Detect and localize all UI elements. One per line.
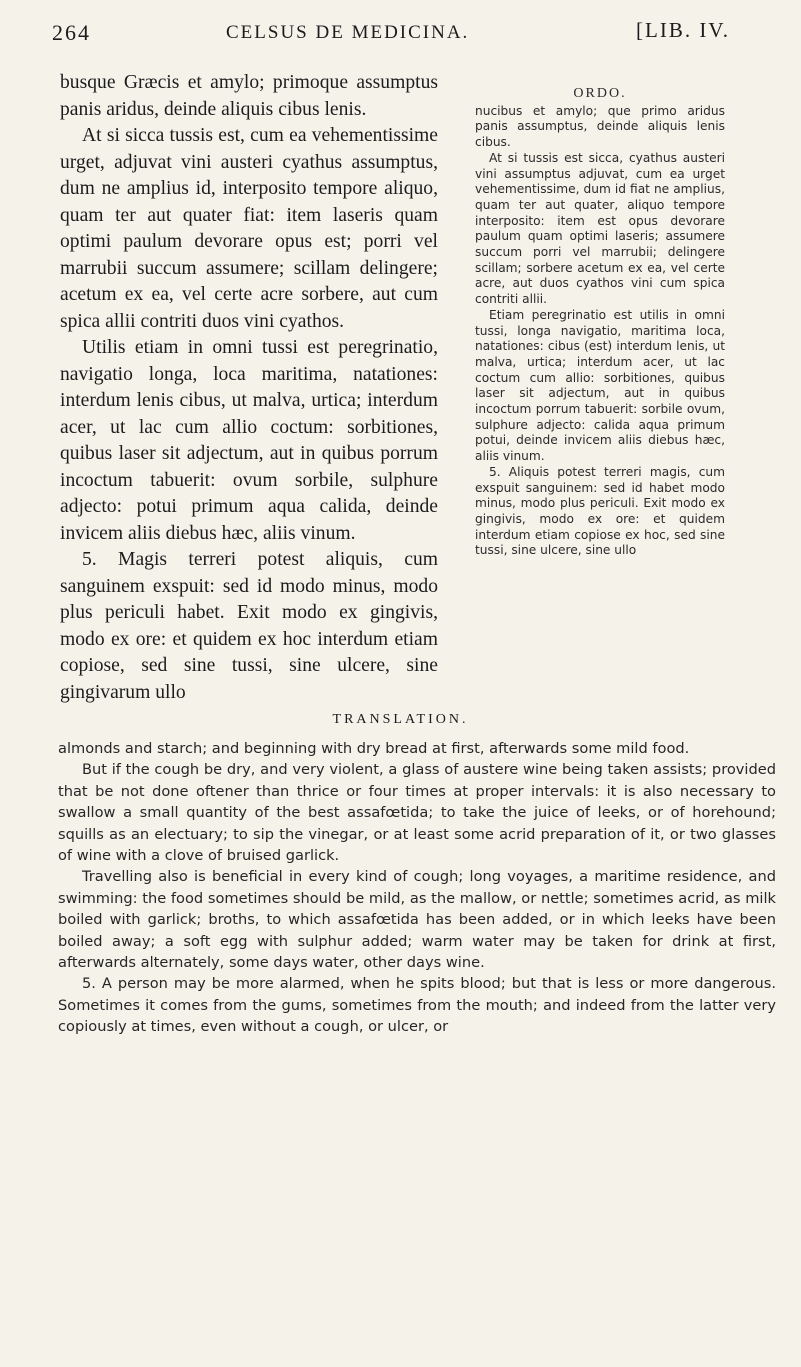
latin-paragraph: busque Græcis et amylo; primoque assumptus panis aridus, deinde aliquis cibus lenis. xyxy=(60,72,438,120)
ordo-column xyxy=(475,86,725,559)
translation-heading: TRANSLATION. xyxy=(332,712,469,727)
ordo-paragraph: Etiam peregrinatio est utilis in omni tussi, longa navigatio, maritima loca, natationes: cibus (est) interdum lenis, ut malva, urtica; interdum acer, ut lac coctum cum allio: sorbitiones, quibus laser sit adjectum, aut in quibus incoctum porrum tabuerit: sorbile ovum, sulphure adjecto: calida aqua primum potui, deinde invicem aliis diebus hæc, aliis vinum. xyxy=(475,307,725,464)
translation-text xyxy=(58,738,776,1038)
ordo-heading: ORDO. xyxy=(573,86,627,101)
translation-paragraph: But if the cough be dry, and very violent, a glass of austere wine being taken assists; provided that be not done oftener than thrice or four times at proper intervals: it is also necessary to swallow a small quantity of the best assafœtida; to take the juice of leeks, or of horehound; squills as an electuary; to sip the vinegar, or at least some acrid preparation of it, or two glasses of wine with a clove of bruised garlick. xyxy=(58,761,776,865)
latin-paragraph: 5. Magis terreri potest aliquis, cum sanguinem exspuit: sed id modo minus, modo plus periculi habet. Exit modo ex gingivis, modo ex ore: et quidem ex hoc interdum etiam copiose, sed sine tussi, sine ulcere, sine gingivarum ullo xyxy=(60,549,438,703)
ordo-paragraph: At si tussis est sicca, cyathus austeri vini assumptus adjuvat, cum ea urget vehementissime, dum id fiat ne amplius, quam ter aut quater, aliquo tempore interposito: item est opus devorare paulum quam optimi laseris; assumere succum porri vel marrubii; delingere scillam; sorbere acetum ex ea, vel certe acre, aut duos cyathos vini cum spica contriti allii. xyxy=(475,150,725,307)
book-section: [LIB. IV. xyxy=(636,18,731,42)
latin-paragraph: Utilis etiam in omni tussi est peregrinatio, navigatio longa, loca maritima, natationes: interdum lenis cibus, ut malva, urtica; interdum acer, ut lac cum allio coctum: sorbitiones, quibus laser sit adjectum, aut in quibus porrum incoctum tabuerit: ovum sorbile, sulphure adjecto: potui primum aqua calida, deinde invicem aliis diebus hæc, aliis vinum. xyxy=(60,337,438,544)
latin-paragraph: At si sicca tussis est, cum ea vehementissime urget, adjuvat vini austeri cyathus assumptus, dum ne amplius id, interposito tempore aliquo, quam ter aut quater fiat: item laseris quam optimi paulum devorare opus est; porri vel marrubii succum assumere; scillam delingere; acetum ex ea, vel certe acre sorbere, aut cum spica allii contriti duos vini cyathos. xyxy=(60,125,438,332)
ordo-paragraph: nucibus et amylo; que primo aridus panis assumptus, deinde aliquis lenis cibus. xyxy=(475,103,725,150)
page-number: 264 xyxy=(52,20,91,45)
running-title: CELSUS DE MEDICINA. xyxy=(226,22,470,43)
translation-paragraph: 5. A person may be more alarmed, when he spits blood; but that is less or more dangerous. Sometimes it comes from the gums, sometimes from the mouth; and indeed from the latter very copiously at times, even without a cough, or ulcer, or xyxy=(58,975,776,1036)
translation-paragraph: Travelling also is beneficial in every kind of cough; long voyages, a maritime residence, and swimming: the food sometimes should be mild, as the mallow, or nettle; sometimes acrid, as milk boiled with garlick; broths, to which assafœtida has been added, or in which leeks have been boiled away; a soft egg with sulphur added; warm water may be taken for drink at first, afterwards alternately, some days water, other days wine. xyxy=(58,868,776,972)
latin-text-column xyxy=(60,70,438,706)
page-header xyxy=(52,10,760,50)
ordo-paragraph: 5. Aliquis potest terreri magis, cum exspuit sanguinem: sed id habet modo minus, modo plus periculi. Exit modo ex gingivis, modo ex ore: et quidem interdum etiam copiose ex hoc, sed sine tussi, sine ulcere, sine ullo xyxy=(475,464,725,558)
translation-paragraph: almonds and starch; and beginning with dry bread at first, afterwards some mild food. xyxy=(58,740,690,757)
